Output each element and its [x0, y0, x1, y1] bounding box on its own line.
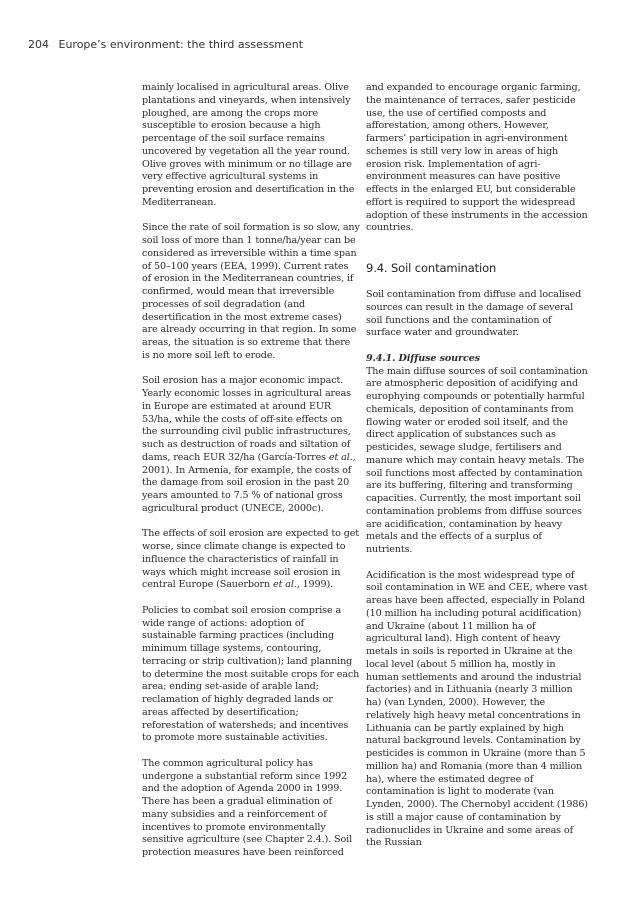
running-title: Europe’s environment: the third assessment	[58, 38, 304, 51]
paragraph: Soil contamination from diffuse and localised sources can result in the damage of several soil functions and the contamination of surface water and groundwater.	[366, 289, 582, 339]
paragraph: and expanded to encourage organic farming, the maintenance of terraces, safer pesticide use, the use of certified composts and afforestation, among others. However, farmers’ participation in agri-environment schemes is still very low in areas of high erosion risk. Implementation of agri-environment measures can have positive effects in the enlarged EU, but considerable effort is required to support the widespread adoption of these instruments in the accession countries.	[366, 82, 588, 234]
paragraph: Acidification is the most widespread type of soil contamination in WE and CEE, where vast areas have been affected, especially in Poland (10 million ha including potural acidification) and Ukraine (about 11 million ha of agricultural land). High content of heavy metals in soils is reported in Ukraine at the local level (about 5 million ha, mostly in human settlements and around the industrial factories) and in Lithuania (nearly 3 million ha) (van Lynden, 2000). However, the relatively high heavy metal concentrations in Lithuania can be partly explained by high natural background levels. Contamination by pesticides is common in Ukraine (more than 5 million ha) and Romania (more than 4 million ha), where the estimated degree of contamination is light to moderate (van Lynden, 2000). The Chernobyl accident (1986) is still a major cause of contamination by radionuclides in Ukraine and some areas of the Russian	[366, 569, 588, 849]
left-column	[142, 82, 360, 873]
right-column	[366, 82, 588, 850]
paragraph: mainly localised in agricultural areas. Olive plantations and vineyards, when intensively ploughed, are among the crops more susceptible to erosion because a high percentage of the soil surface remains uncovered by vegetation all the year round. Olive groves with minimum or no tillage are very effective agricultural systems in preventing erosion and desertification in the Mediterranean.	[142, 82, 355, 208]
paragraph: Soil erosion has a major economic impact. Yearly economic losses in agricultural areas in Europe are estimated at around EUR 53/ha, while the costs of off-site effects on the surrounding civil public infrastructures, such as destruction of roads and siltation of dams, reach EUR 32/ha (García-Torres et al., 2001). In Armenia, for example, the costs of the damage from soil erosion in the past 20 years amounted to 7.5 % of national gross agricultural product (UNECE, 2000c).	[142, 375, 356, 514]
page-number: 204	[28, 38, 49, 51]
paragraph: Policies to combat soil erosion comprise a wide range of actions: adoption of sustainable farming practices (including minimum tillage systems, contouring, terracing or strip cultivation); land planning to determine the most suitable crops for each area; ending set-aside of arable land; reclamation of highly degraded lands or areas affected by desertification; reforestation of watersheds; and incentives to promote more sustainable activities.	[142, 604, 360, 744]
paragraph: The common agricultural policy has undergone a substantial reform since 1992 and the adoption of Agenda 2000 in 1999. There has been a gradual elimination of many subsidies and a reinforcement of incentives to promote environmentally sensitive agriculture (see Chapter 2.4.). Soil protection measures have been reinforced	[142, 757, 353, 858]
running-header	[28, 38, 303, 51]
paragraph: Since the rate of soil formation is so slow, any soil loss of more than 1 tonne/ha/year can be considered as irreversible within a time span of 50–100 years (EEA, 1999). Current rates of erosion in the Mediterranean countries, if confirmed, would mean that irreversible processes of soil degradation (and desertification in the most extreme cases) are already occurring in that region. In some areas, the situation is so extreme that there is no more soil left to erode.	[142, 222, 360, 361]
subsection-heading: 9.4.1. Diffuse sources	[366, 352, 480, 364]
paragraph: The effects of soil erosion are expected to get worse, since climate change is expected to influence the characteristics of rainfall in ways which might increase soil erosion in central Europe (Sauerborn et al., 1999).	[142, 528, 360, 591]
section-heading: 9.4. Soil contamination	[366, 261, 497, 275]
paragraph: The main diffuse sources of soil contamination are atmospheric deposition of acidifying and europhying compounds or potentially harmful chemicals, deposition of contaminants from flowing water or eroded soil itself, and the direct application of substances such as pesticides, sewage sludge, fertilisers and manure which may contain heavy metals. The soil functions most affected by contamination are its buffering, filtering and transforming capacities. Currently, the most important soil contamination problems from diffuse sources are acidification, contamination by heavy metals and the effects of a surplus of nutrients.	[366, 365, 588, 555]
